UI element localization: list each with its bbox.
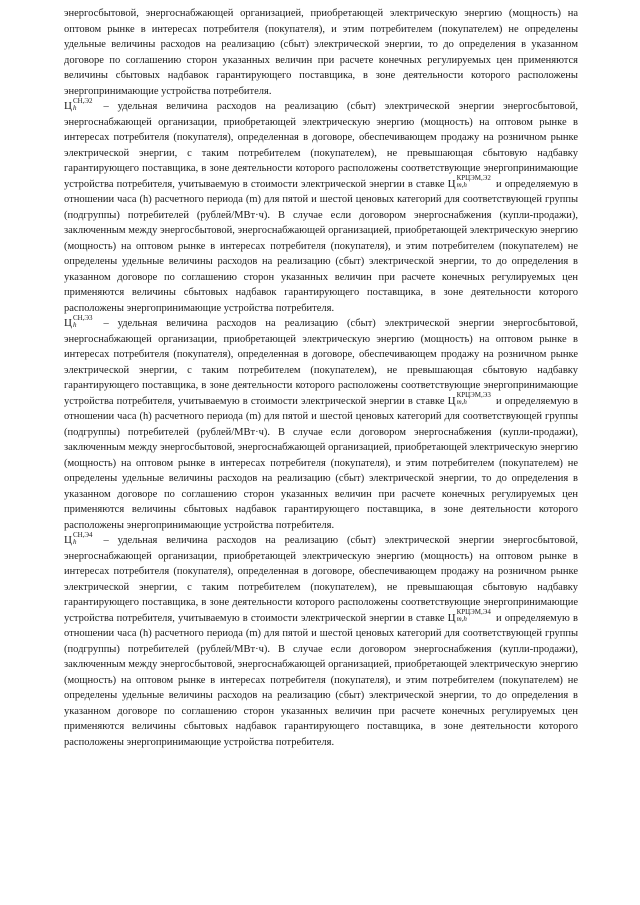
- symbol-superscript: СН,Э3: [72, 313, 93, 322]
- definition-text-b: и определяемую в отношении часа (h) расчетного периода (m) для пятой и шестой ценовых категорий для соответствующей группы (подгруппы) потребителей (рублей/МВт·ч). В случае если договором энергоснабжения (купли-продажи), заключенным между энергосбытовой, энергоснабжающей организацией, приобретающей электрическую энергию (мощность) на оптовом рынке в интересах потребителя (покупателя), и этим потребителем (покупателем) не определены удельные величины расходов на реализацию (сбыт) электрической энергии, то до определения в указанном договоре по соглашению сторон указанных величин при расчете конечных регулируемых цен применяются величины сбытовых надбавок гарантирующего поставщика, в зоне деятельности которого расположены энергопринимающие устройства потребителя.: [64, 612, 578, 748]
- rate-symbol-e2: [447, 174, 493, 190]
- rate-subscript: m,h: [456, 615, 467, 624]
- symbol-subscript: h: [72, 103, 77, 112]
- symbol-scripts: [73, 98, 93, 112]
- symbol-base: Ц: [64, 534, 72, 546]
- rate-symbol-e4: [447, 608, 493, 624]
- definition-text-a: – удельная величина расходов на реализацию (сбыт) электрической энергии энергосбытовой, энергоснабжающей организации, приобретающей электрическую энергию (мощность) на оптовом рынке в интересах потребителя (покупателя), определенная в договоре, обеспечивающем продажу на розничном рынке электрической энергии, с таким потребителем (покупателем), не превышающая сбытовую надбавку гарантирующего поставщика, в зоне деятельности которого расположены соответствующие энергопринимающие устройства потребителя, учитываемую в стоимости электрической энергии в ставке: [64, 535, 578, 624]
- symbol-scripts: [73, 532, 93, 546]
- rate-superscript: КРЦЭМ,Э4: [456, 608, 491, 617]
- definition-text-a: – удельная величина расходов на реализацию (сбыт) электрической энергии энергосбытовой, энергоснабжающей организации, приобретающей электрическую энергию (мощность) на оптовом рынке в интересах потребителя (покупателя), определенная в договоре, обеспечивающем продажу на розничном рынке электрической энергии, с таким потребителем (покупателем), не превышающая сбытовую надбавку гарантирующего поставщика, в зоне деятельности которого расположены соответствующие энергопринимающие устройства потребителя, учитываемую в стоимости электрической энергии в ставке: [64, 101, 578, 190]
- rate-subscript: m,h: [456, 181, 467, 190]
- symbol-e3: [64, 313, 95, 329]
- symbol-superscript: СН,Э4: [72, 530, 93, 539]
- symbol-e2: [64, 96, 95, 112]
- rate-subscript: m,h: [456, 398, 467, 407]
- rate-superscript: КРЦЭМ,Э3: [456, 391, 491, 400]
- symbol-scripts: [73, 315, 93, 329]
- rate-base: Ц: [447, 394, 456, 407]
- definition-paragraph-e3: [64, 313, 578, 533]
- definition-text-b: и определяемую в отношении часа (h) расчетного периода (m) для пятой и шестой ценовых категорий для соответствующей группы (подгруппы) потребителей (рублей/МВт·ч). В случае если договором энергоснабжения (купли-продажи), заключенным между энергосбытовой, энергоснабжающей организацией, приобретающей электрическую энергию (мощность) на оптовом рынке в интересах потребителя (покупателя), и этим потребителем (покупателем) не определены удельные величины расходов на реализацию (сбыт) электрической энергии, то до определения в указанном договоре по соглашению сторон указанных величин при расчете конечных регулируемых цен применяются величины сбытовых надбавок гарантирующего поставщика, в зоне деятельности которого расположены энергопринимающие устройства потребителя.: [64, 395, 578, 531]
- symbol-superscript: СН,Э2: [72, 96, 93, 105]
- symbol-e4: [64, 530, 95, 546]
- document-page: [64, 6, 578, 750]
- symbol-subscript: h: [72, 320, 77, 329]
- symbol-base: Ц: [64, 317, 72, 329]
- rate-symbol-e3: [447, 391, 493, 407]
- symbol-subscript: h: [72, 537, 77, 546]
- rate-scripts: [457, 392, 491, 406]
- rate-base: Ц: [447, 611, 456, 624]
- definition-paragraph-e4: [64, 530, 578, 750]
- definition-text-b: и определяемую в отношении часа (h) расчетного периода (m) для пятой и шестой ценовых категорий для соответствующей группы (подгруппы) потребителей (рублей/МВт·ч). В случае если договором энергоснабжения (купли-продажи), заключенным между энергосбытовой, энергоснабжающей организацией, приобретающей электрическую энергию (мощность) на оптовом рынке в интересах потребителя (покупателя), и этим потребителем (покупателем) не определены удельные величины расходов на реализацию (сбыт) электрической энергии, то до определения в указанном договоре по соглашению сторон указанных величин при расчете конечных регулируемых цен применяются величины сбытовых надбавок гарантирующего поставщика, в зоне деятельности которого расположены энергопринимающие устройства потребителя.: [64, 178, 578, 314]
- rate-base: Ц: [447, 177, 456, 190]
- rate-superscript: КРЦЭМ,Э2: [456, 174, 491, 183]
- symbol-base: Ц: [64, 100, 72, 112]
- intro-paragraph: энергосбытовой, энергоснабжающей организацией, приобретающей электрическую энергию (мощность) на оптовом рынке в интересах потребителя (покупателя), и этим потребителем (покупателем) не определены удельные величины расходов на реализацию (сбыт) электрической энергии, то до определения в указанном договоре по соглашению сторон указанных величин при расчете конечных регулируемых цен применяются величины сбытовых надбавок гарантирующего поставщика, в зоне деятельности которого расположены энергопринимающие устройства потребителя.: [64, 8, 578, 97]
- definition-text-a: – удельная величина расходов на реализацию (сбыт) электрической энергии энергосбытовой, энергоснабжающей организации, приобретающей электрическую энергию (мощность) на оптовом рынке в интересах потребителя (покупателя), определенная в договоре, обеспечивающем продажу на розничном рынке электрической энергии, с таким потребителем (покупателем), не превышающая сбытовую надбавку гарантирующего поставщика, в зоне деятельности которого расположены соответствующие энергопринимающие устройства потребителя, учитываемую в стоимости электрической энергии в ставке: [64, 318, 578, 407]
- rate-scripts: [457, 175, 491, 189]
- definition-paragraph-e2: [64, 96, 578, 316]
- rate-scripts: [457, 609, 491, 623]
